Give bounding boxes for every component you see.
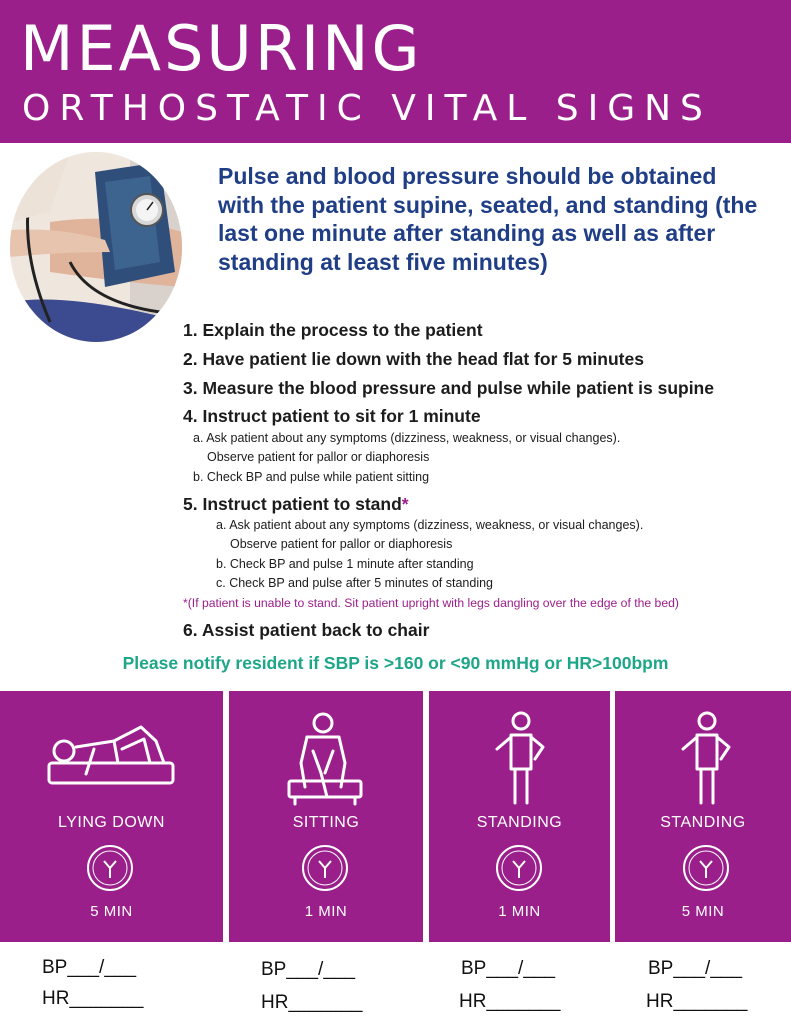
step-text: Instruct patient to sit for 1 minute [202, 406, 481, 426]
step-5-sub-a-cont: Observe patient for pallor or diaphoresis [230, 537, 453, 551]
clock-icon [681, 843, 731, 893]
sitting-person-icon [285, 711, 365, 806]
standing-person-icon [677, 711, 737, 806]
step-5-sub-a: a. Ask patient about any symptoms (dizziness, weakness, or visual changes). [216, 518, 644, 532]
position-panel-standing-1min [429, 691, 610, 942]
step-6 [183, 620, 429, 641]
hr-field-standing-5min[interactable]: HR_______ [646, 991, 748, 1012]
step-number: 2. [183, 349, 198, 369]
header-banner [0, 0, 791, 143]
page-title: MEASURING [20, 12, 423, 85]
notify-warning: Please notify resident if SBP is >160 or <90 mmHg or HR>100bpm [122, 653, 669, 673]
step-number: 4. [183, 406, 198, 426]
blood-pressure-photo [10, 152, 182, 342]
step-text: Measure the blood pressure and pulse while patient is supine [202, 378, 714, 398]
step-text: Explain the process to the patient [202, 320, 483, 340]
time-label: 5 MIN [90, 903, 133, 920]
clock-icon [300, 843, 350, 893]
position-label: LYING DOWN [58, 814, 165, 831]
lying-person-icon [46, 719, 176, 789]
clock-icon [494, 843, 544, 893]
position-label: SITTING [292, 814, 360, 831]
clock-icon [85, 843, 135, 893]
step-4-sub-a-cont: Observe patient for pallor or diaphoresis [207, 450, 430, 464]
position-panel-standing-5min [615, 691, 791, 942]
position-label: STANDING [660, 814, 746, 831]
time-label: 1 MIN [498, 903, 541, 920]
bp-field-standing-1min[interactable]: BP___/___ [461, 958, 556, 979]
bp-field-lying[interactable]: BP___/___ [42, 957, 137, 978]
time-label: 5 MIN [681, 903, 725, 920]
step-4 [183, 406, 481, 427]
hr-field-lying[interactable]: HR_______ [42, 988, 144, 1009]
asterisk: * [401, 494, 409, 514]
step-number: 6. [183, 620, 198, 640]
step-5-sub-b: b. Check BP and pulse 1 minute after standing [216, 557, 474, 571]
step-3 [183, 378, 714, 399]
step-2 [183, 349, 644, 370]
step-number: 1. [183, 320, 198, 340]
position-panel-lying [0, 691, 223, 942]
footnote: *(If patient is unable to stand. Sit patient upright with legs dangling over the edge of the bed) [183, 596, 679, 610]
step-number: 5. [183, 494, 198, 514]
step-5-sub-c: c. Check BP and pulse after 5 minutes of standing [216, 576, 494, 590]
step-text: Have patient lie down with the head flat for 5 minutes [202, 349, 644, 369]
step-1 [183, 320, 483, 341]
step-5 [183, 494, 409, 515]
step-4-sub-b: b. Check BP and pulse while patient sitting [193, 470, 430, 484]
standing-person-icon [491, 711, 551, 806]
step-text: Instruct patient to stand [202, 494, 402, 514]
step-4-sub-a: a. Ask patient about any symptoms (dizziness, weakness, or visual changes). [193, 431, 621, 445]
intro-text: Pulse and blood pressure should be obtained with the patient supine, seated, and standing (the last one minute after standing as well as after standing at least five minutes) [218, 163, 758, 275]
position-panel-sitting [229, 691, 423, 942]
position-label: STANDING [476, 814, 563, 831]
hr-field-standing-1min[interactable]: HR_______ [459, 991, 561, 1012]
hr-field-sitting[interactable]: HR_______ [261, 992, 363, 1013]
step-number: 3. [183, 378, 198, 398]
page-subtitle: ORTHOSTATIC VITAL SIGNS [22, 88, 712, 129]
time-label: 1 MIN [304, 903, 348, 920]
bp-field-standing-5min[interactable]: BP___/___ [648, 958, 743, 979]
step-text: Assist patient back to chair [201, 620, 430, 640]
bp-field-sitting[interactable]: BP___/___ [261, 959, 356, 980]
